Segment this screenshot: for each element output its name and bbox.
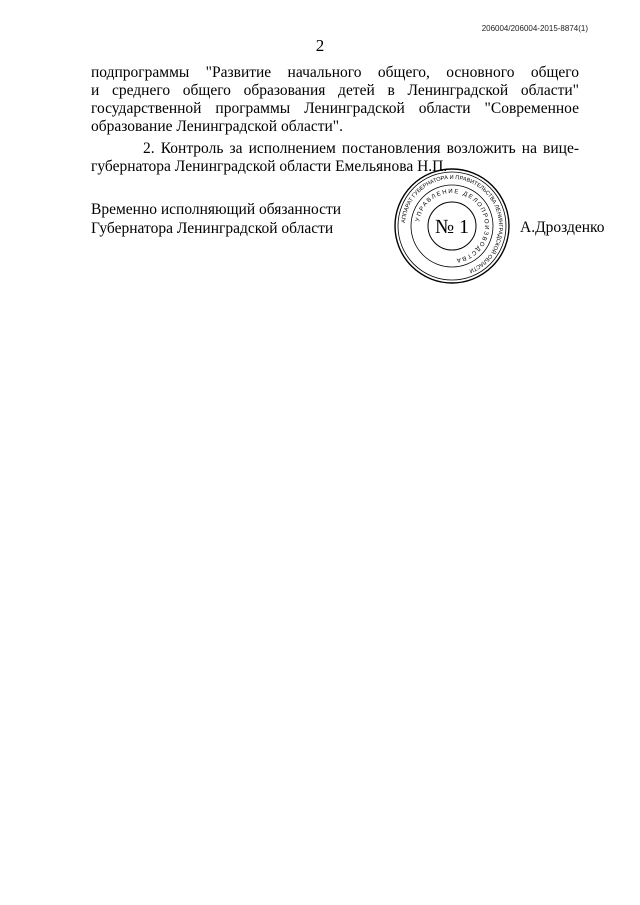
position-line: Временно исполняющий обязанности [91, 201, 342, 218]
text-line: и среднего общего образования детей в Ленинградской области" [91, 82, 579, 99]
paragraph-1 [91, 64, 579, 136]
document-id: 206004/206004-2015-8874(1) [481, 24, 588, 33]
signature-position [91, 200, 341, 238]
official-stamp [392, 166, 512, 286]
text-line: образование Ленинградской области". [91, 118, 343, 135]
stamp-inner-text: УПРАВЛЕНИЕ ДЕЛОПРОИЗВОДСТВА [415, 188, 490, 263]
stamp-number: № 1 [434, 216, 470, 238]
page-number: 2 [315, 36, 325, 55]
text-line: государственной программы Ленинградской области "Современное [91, 100, 579, 117]
text-line: 2. Контроль за исполнением постановления возложить на вице- [143, 140, 579, 157]
position-line: Губернатора Ленинградской области [91, 220, 334, 237]
signatory-name: А.Дрозденко [520, 219, 605, 236]
stamp-outer-text: АППАРАТ ГУБЕРНАТОРА И ПРАВИТЕЛЬСТВА ЛЕНИНГРАДСКОЙ ОБЛАСТИ [401, 174, 504, 274]
text-line: подпрограммы "Развитие начального общего, основного общего [91, 64, 579, 81]
text-line: губернатора Ленинградской области Емельянова Н.П. [91, 158, 448, 175]
